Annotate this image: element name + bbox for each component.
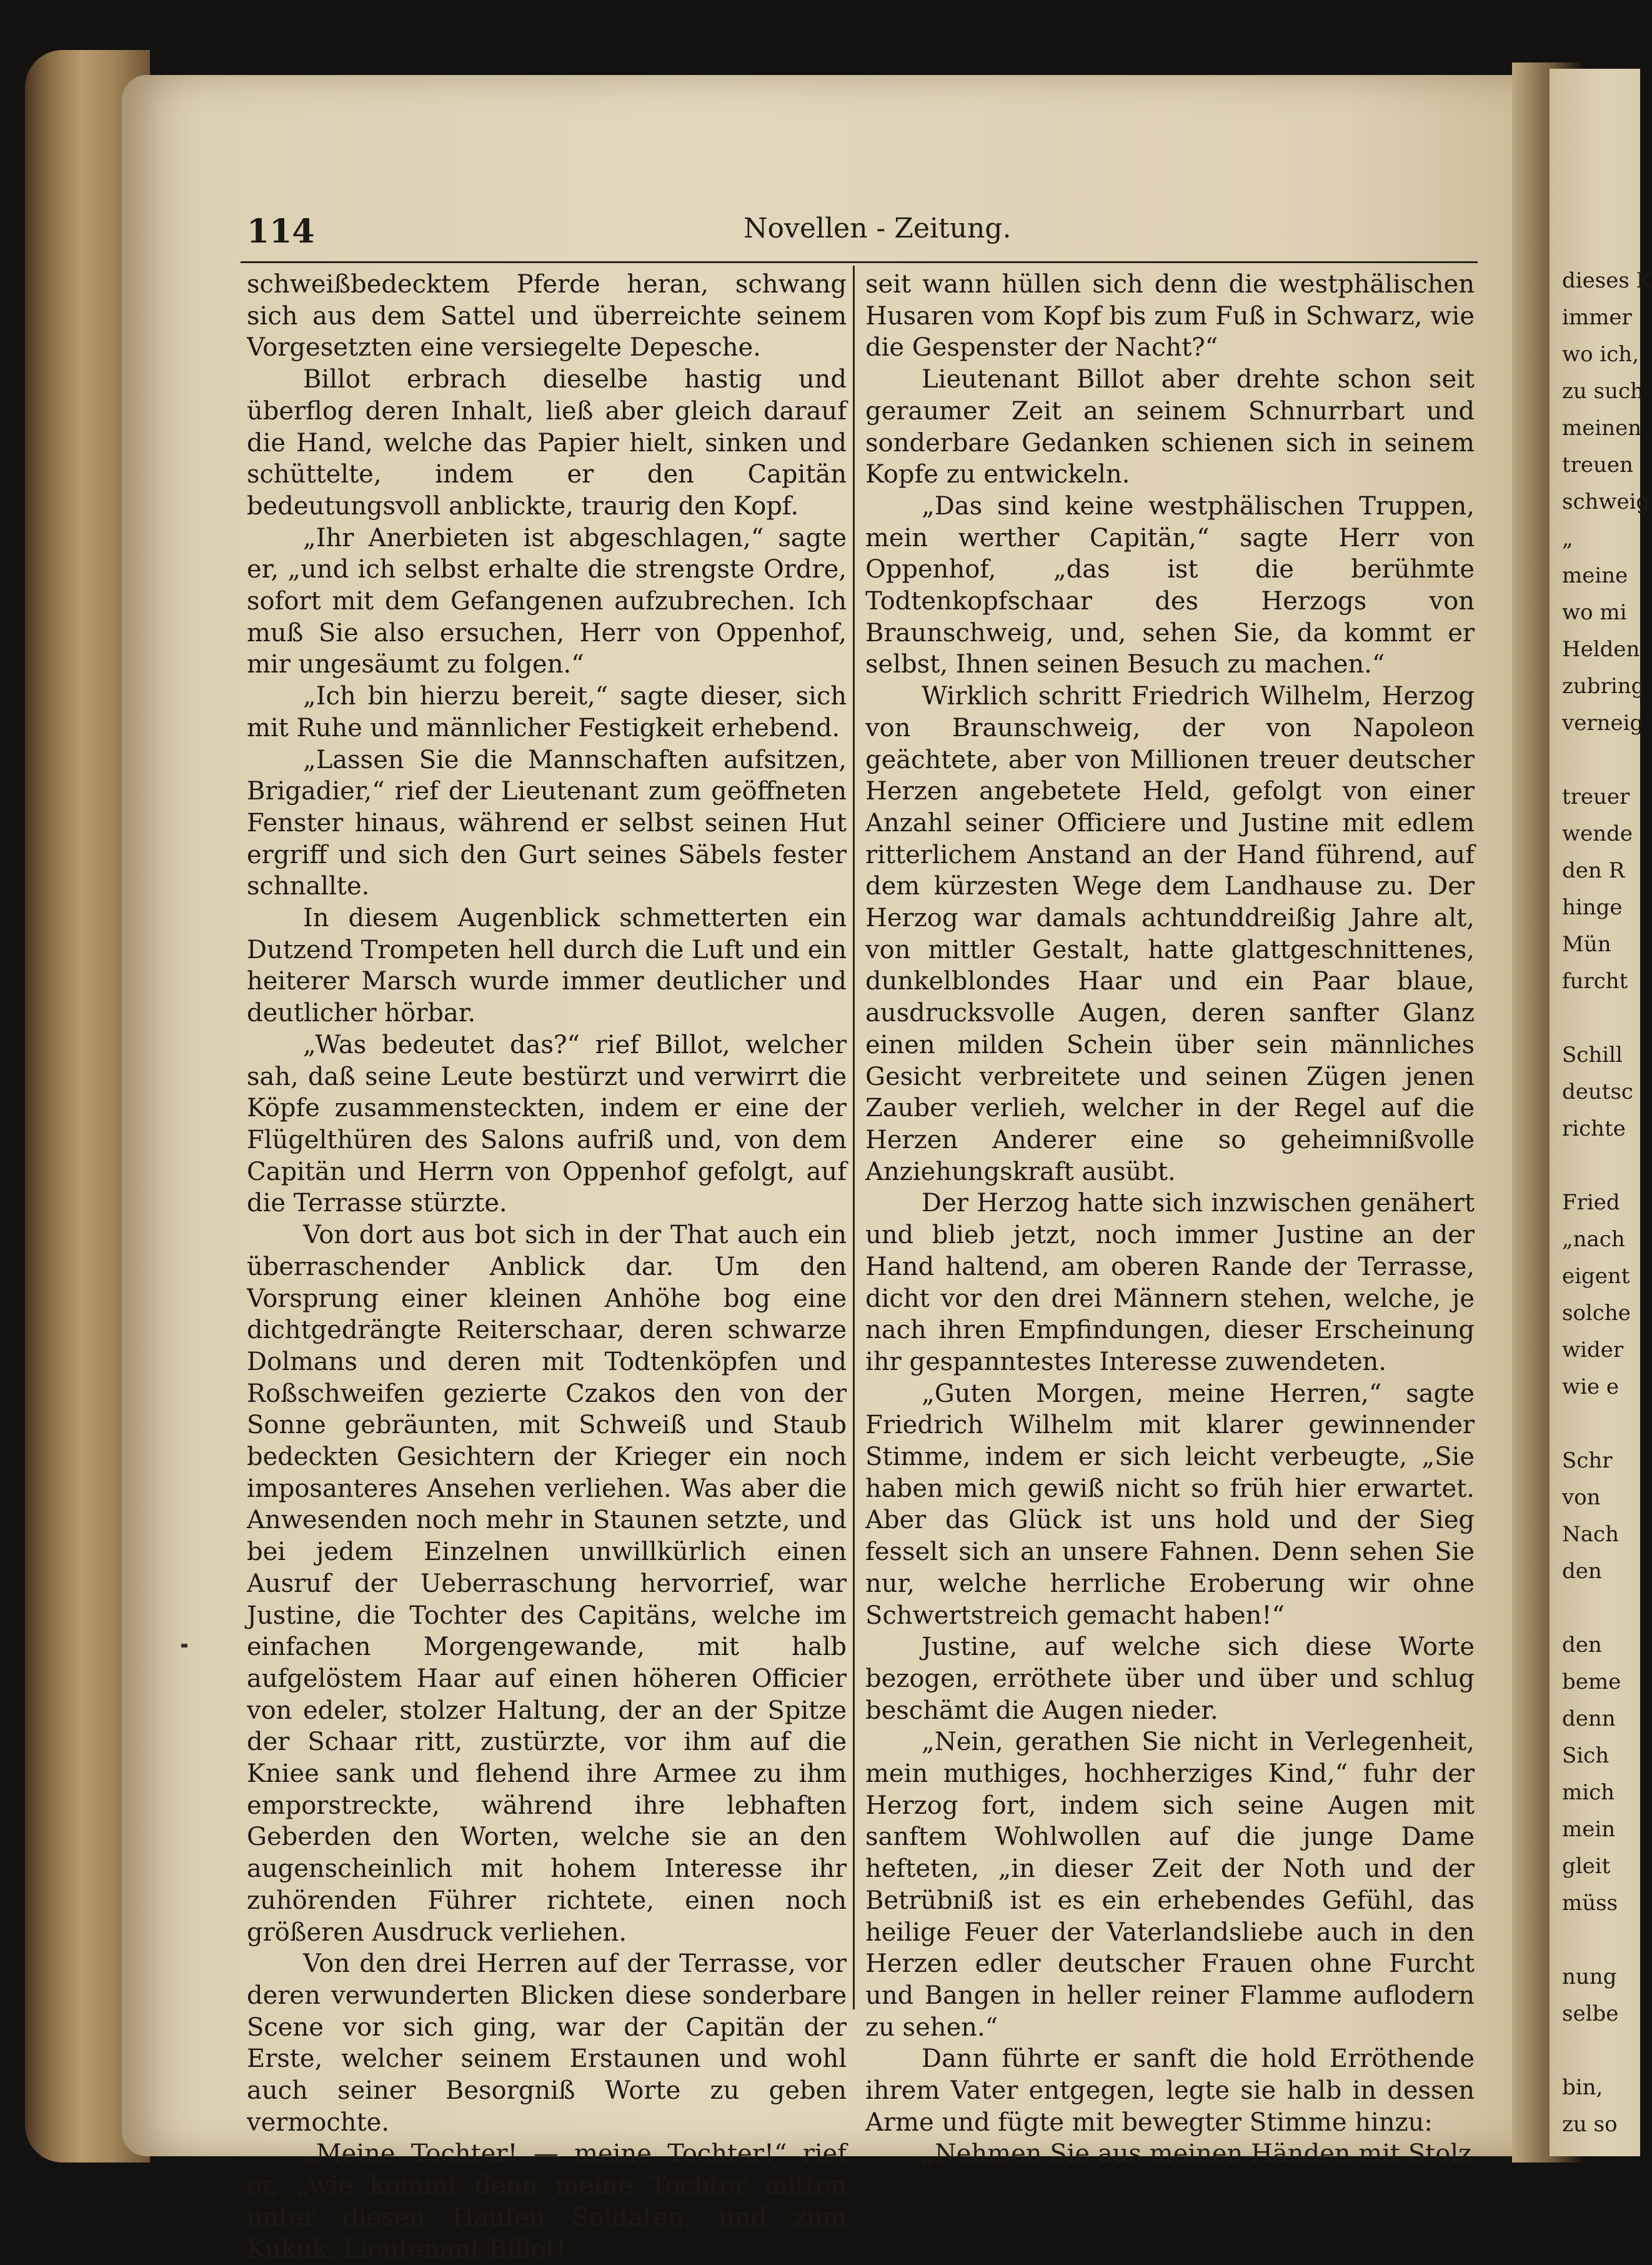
- paragraph: „Ihr Anerbieten ist abgeschlagen,“ sagte er, „und ich selbst erhalte die strengste Ordre, sofort mit dem Gefangenen aufzubrechen. Ich muß Sie also ersuchen, Herr von Oppenhof, mir ungesäumt zu folgen.“: [247, 523, 847, 679]
- next-page-line: Schr: [1562, 1448, 1613, 1473]
- paragraph: Von den drei Herren auf der Terrasse, vor deren verwunderten Blicken diese sonderbare Scene vor sich ging, war der Capitän der Erste, welcher seinem Erstaunen und wohl auch seiner Besorgniß Worte zu geben vermochte.: [247, 1949, 847, 2137]
- next-page-line: bin,: [1562, 2075, 1603, 2100]
- left-text-column: [247, 269, 847, 2265]
- next-page-line: mein: [1562, 1817, 1616, 1842]
- paragraph: „Was bedeutet das?“ rief Billot, welcher sah, daß seine Leute bestürzt und verwirrt die Köpfe zusammensteckten, indem er eine der Flügelthüren des Salons aufriß und, von dem Capitän und Herrn von Oppenhof gefolgt, auf die Terrasse stürzte.: [247, 1030, 847, 1218]
- next-page-line: wende: [1562, 821, 1633, 846]
- next-page-line: Helden: [1562, 637, 1640, 662]
- next-page-line: [1562, 1922, 1640, 1959]
- next-page-line: den: [1562, 1559, 1602, 1584]
- paragraph: „Das sind keine westphälischen Truppen, mein werther Capitän,“ sagte Herr von Oppenhof, „das ist die berühmte Todtenkopfschaar des Herzogs von Braunschweig, und, sehen Sie, da kommt er selbst, Ihnen seinen Besuch zu machen.“: [865, 491, 1475, 679]
- margin-mark: [181, 1644, 187, 1648]
- paragraph: „Nein, gerathen Sie nicht in Verlegenheit, mein muthiges, hochherziges Kind,“ fuhr der Herzog fort, indem sich seine Augen mit sanftem Wohlwollen auf die junge Dame hefteten, „in dieser Zeit der Noth und der Betrübniß ist es ein erhebendes Gefühl, das heilige Feuer der Vaterlandsliebe auch in den Herzen edler deutscher Frauen ohne Furcht und Bangen in heller reiner Flamme auflodern zu sehen.“: [865, 1728, 1475, 2042]
- next-page-line: [1562, 1406, 1640, 1442]
- next-page-line: von: [1562, 1485, 1601, 1510]
- next-page-line: wider: [1562, 1338, 1624, 1362]
- next-page-line: meinen: [1562, 416, 1642, 441]
- next-page-line: [1562, 1590, 1640, 1627]
- next-page-line: wo ich,: [1562, 342, 1640, 367]
- next-page-line: treuen: [1562, 452, 1633, 478]
- right-text-column: [865, 269, 1475, 2170]
- next-page-line: eigent: [1562, 1264, 1630, 1289]
- next-page-line: richte: [1562, 1116, 1626, 1141]
- next-page-line: nung: [1562, 1964, 1617, 1989]
- next-page-line: wie e: [1562, 1374, 1620, 1399]
- next-page-line: [1562, 1000, 1640, 1037]
- next-page-line: zu so: [1562, 2112, 1618, 2137]
- paragraph: „Nehmen Sie aus meinen Händen mit Stolz: [922, 2139, 1472, 2169]
- header-rule: [241, 261, 1478, 263]
- next-page-line: beme: [1562, 1669, 1621, 1694]
- next-page-line: „nach: [1562, 1227, 1625, 1252]
- paragraph: Billot erbrach dieselbe hastig und überflog deren Inhalt, ließ aber gleich darauf die Hand, welche das Papier hielt, sinken und schüttelte, indem er den Capitän bedeutungsvoll anblickte, traurig den Kopf.: [247, 365, 847, 521]
- next-page-line: [1562, 2032, 1640, 2069]
- next-page-line: verneig: [1562, 711, 1644, 736]
- paragraph: schweißbedecktem Pferde heran, schwang sich aus dem Sattel und überreichte seinem Vorgesetzten eine versiegelte Depesche.: [247, 270, 847, 362]
- next-page-line: immer: [1562, 305, 1632, 330]
- next-page-line: Fried: [1562, 1190, 1620, 1215]
- next-page-line: hinge: [1562, 895, 1623, 920]
- next-page-line: [1562, 1148, 1640, 1184]
- next-page-line: müss: [1562, 1891, 1618, 1916]
- paragraph: Lieutenant Billot aber drehte schon seit geraumer Zeit an seinem Schnurrbart und sonderbare Gedanken schienen sich in seinem Kopfe zu entwickeln.: [865, 365, 1475, 489]
- paragraph: Der Herzog hatte sich inzwischen genähert und blieb jetzt, noch immer Justine an der Hand haltend, am oberen Rande der Terrasse, dicht vor den drei Männern stehen, welche, je nach ihren Empfindungen, dieser Erscheinung ihr gespanntestes Interesse zuwendeten.: [865, 1189, 1475, 1376]
- next-page-line: dieses K: [1562, 268, 1652, 293]
- next-page-line: wo mi: [1562, 600, 1627, 625]
- paragraph: „Guten Morgen, meine Herren,“ sagte Friedrich Wilhelm mit klarer gewinnender Stimme, indem er sich leicht verbeugte, „Sie haben mich gewiß nicht so früh hier erwartet. Aber das Glück ist uns hold und der Sieg fesselt sich an unsere Fahnen. Denn sehen Sie nur, welche herrliche Eroberung wir ohne Schwertstreich gemacht haben!“: [865, 1379, 1475, 1630]
- next-page-fragments: [1562, 262, 1652, 2143]
- running-title: Novellen - Zeitung.: [744, 212, 1012, 244]
- next-page-line: furcht: [1562, 969, 1628, 994]
- paragraph: „Meine Tochter! — meine Tochter!“ rief er, „wie kommt denn meine Tochter mitten unter diesen Haufen Soldaten, und zum Kukuk, Lieutenant Billot!: [247, 2139, 847, 2264]
- paragraph: „Lassen Sie die Mannschaften aufsitzen, Brigadier,“ rief der Lieutenant zum geöffneten Fenster hinaus, während er selbst seinen Hut ergriff und sich den Gurt seines Säbels fester schnallte.: [247, 745, 847, 901]
- next-page-line: Schill: [1562, 1042, 1623, 1068]
- page-number: 114: [247, 212, 315, 251]
- next-page-line: meine: [1562, 563, 1628, 588]
- paragraph: Wirklich schritt Friedrich Wilhelm, Herzog von Braunschweig, der von Napoleon geächtete, aber von Millionen treuer deutscher Herzen angebetete Held, gefolgt von einer Anzahl seiner Officiere und Justine mit edlem ritterlichem Anstand an der Hand führend, auf dem kürzesten Wege dem Landhause zu. Der Herzog war damals achtunddreißig Jahre alt, von mittler Gestalt, hatte glattgeschnittenes, dunkelblondes Haar und ein Paar blaue, ausdrucksvolle Augen, deren sanfter Glanz einen milden Schein über sein männliches Gesicht verbreitete und seinen Zügen jenen Zauber verlieh, welcher in der Regel auf die Herzen Anderer eine so geheimnißvolle Anziehungskraft ausübt.: [865, 682, 1475, 1186]
- paragraph: Von dort aus bot sich in der That auch ein überraschender Anblick dar. Um den Vorsprung einer kleinen Anhöhe bog eine dichtgedrängte Reiterschaar, deren schwarze Dolmans und deren mit Todtenköpfen und Roßschweifen gezierte Czakos den von der Sonne gebräunten, mit Schweiß und Staub bedeckten Gesichtern der Krieger ein noch imposanteres Ansehen verliehen. Was aber die Anwesenden noch mehr in Staunen setzte, und bei jedem Einzelnen unwillkürlich einen Ausruf der Ueberraschung hervorrief, war Justine, die Tochter des Capitäns, welche im einfachen Morgengewande, mit halb aufgelöstem Haar auf einen höheren Officier von edeler, stolzer Haltung, der an der Spitze der Schaar ritt, zustürzte, vor ihm auf die Kniee sank und flehend ihre Armee zu ihm emporstreckte, während ihre lebhaften Geberden den Worten, welche sie an den augenscheinlich mit hohem Interesse ihr zuhörenden Führer richtete, einen noch größeren Ausdruck verliehen.: [247, 1221, 847, 1947]
- next-page-line: [1562, 742, 1640, 779]
- next-page-line: denn: [1562, 1706, 1616, 1731]
- next-page-line: Nach: [1562, 1522, 1619, 1547]
- next-page-line: treuer: [1562, 784, 1630, 809]
- paragraph: Justine, auf welche sich diese Worte bezogen, erröthete über und über und schlug beschämt die Augen nieder.: [865, 1632, 1475, 1725]
- paragraph: In diesem Augenblick schmetterten ein Dutzend Trompeten hell durch die Luft und ein heiterer Marsch wurde immer deutlicher und deutlicher hörbar.: [247, 904, 847, 1028]
- next-page-line: gleit: [1562, 1854, 1611, 1879]
- next-page-line: „: [1562, 526, 1573, 551]
- next-page-line: deutsc: [1562, 1079, 1633, 1104]
- paragraph: „Ich bin hierzu bereit,“ sagte dieser, sich mit Ruhe und männlicher Festigkeit erhebend.: [247, 682, 847, 742]
- next-page-line: solche: [1562, 1301, 1631, 1326]
- next-page-line: Mün: [1562, 932, 1611, 957]
- paragraph: seit wann hüllen sich denn die westphälischen Husaren vom Kopf bis zum Fuß in Schwarz, wie die Gespenster der Nacht?“: [865, 270, 1475, 362]
- next-page-line: Sich: [1562, 1743, 1610, 1768]
- paragraph: Dann führte er sanft die hold Erröthende ihrem Vater entgegen, legte sie halb in dessen Arme und fügte mit bewegter Stimme hinzu:: [865, 2044, 1475, 2137]
- next-page-line: selbe: [1562, 2001, 1619, 2026]
- next-page-line: mich: [1562, 1780, 1615, 1805]
- next-page-line: schweig: [1562, 489, 1650, 514]
- next-page-line: den: [1562, 1632, 1602, 1658]
- next-page-line: den R: [1562, 858, 1625, 883]
- next-page-line: zu such: [1562, 379, 1644, 404]
- column-divider: [853, 266, 855, 2009]
- next-page-line: zubring: [1562, 674, 1645, 699]
